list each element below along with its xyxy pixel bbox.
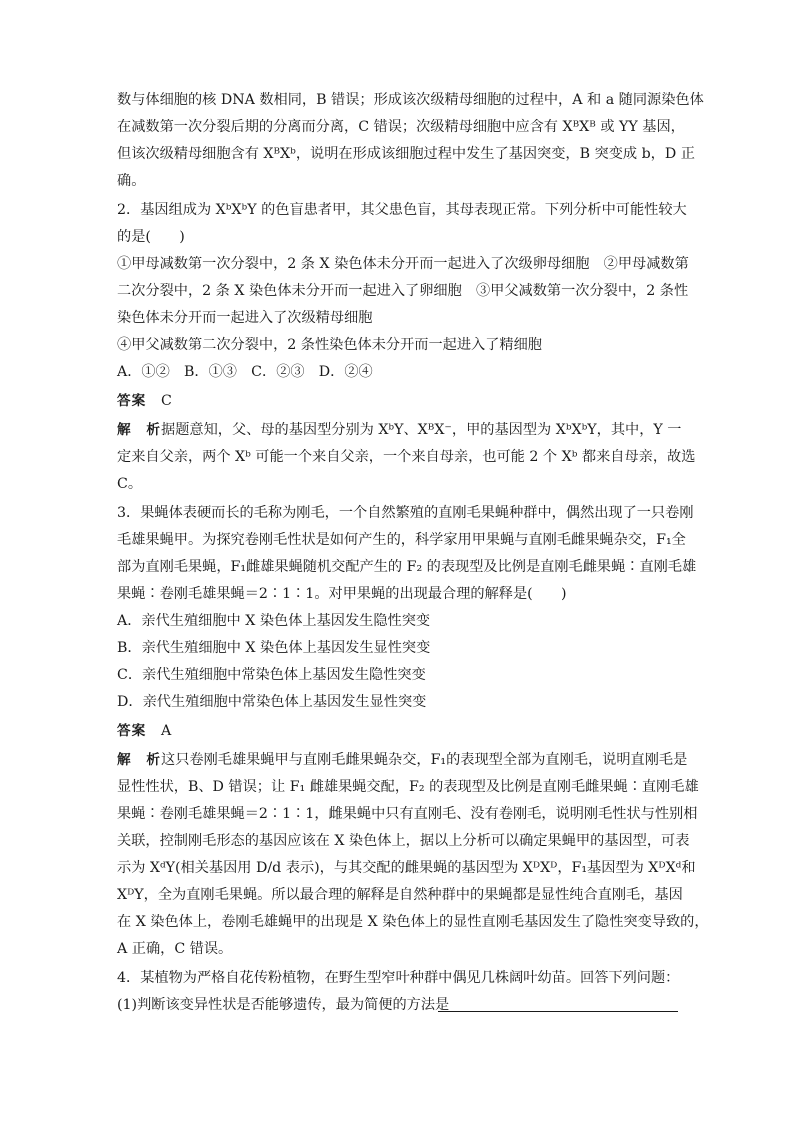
text-line: 显性性状，B、D 错误；让 F₁ 雌雄果蝇交配，F₂ 的表现型及比例是直刚毛雌果蝇∶直刚毛雄 (117, 779, 699, 795)
text-line: 关联，控制刚毛形态的基因应该在 X 染色体上，据以上分析可以确定果蝇甲的基因型，可表 (117, 833, 690, 849)
option-b: B．亲代生殖细胞中 X 染色体上基因发生显性突变 (117, 640, 431, 656)
text-line: C。 (117, 476, 143, 492)
text-line: XᴰY，全为直刚毛果蝇。所以最合理的解释是自然种群中的果蝇都是显性纯合直刚毛，基因 (117, 887, 683, 903)
option-a: A．亲代生殖细胞中 X 染色体上基因发生隐性突变 (117, 613, 431, 629)
answer-label: 答案 (117, 723, 147, 739)
text-line: A 正确，C 错误。 (117, 941, 233, 957)
question-2-statement: ④甲父减数第二次分裂中，2 条性染色体未分开而一起进入了精细胞 (117, 337, 542, 353)
text-line: 定来自父亲，两个 Xᵇ 可能一个来自父亲，一个来自母亲，也可能 2 个 Xᵇ 都来自母亲，故选 (117, 449, 696, 465)
question-3-answer (117, 718, 677, 744)
question-2-stem: 2．基因组成为 XᵇXᵇY 的色盲患者甲，其父患色盲，其母表现正常。下列分析中可能性较大 (117, 202, 687, 218)
text-line: 示为 XᵈY(相关基因用 D/d 表示)，与其交配的雌果蝇的基因型为 XᴰXᴰ，F₁基因型为 XᴰXᵈ和 (117, 860, 696, 876)
question-3-stem: 毛雄果蝇甲。为探究卷刚毛性状是如何产生的，科学家用甲果蝇与直刚毛雌果蝇杂交，F₁全 (117, 532, 686, 548)
analysis-label: 解析 (117, 752, 161, 768)
analysis-text: 这只卷刚毛雄果蝇甲与直刚毛雌果蝇杂交，F₁的表现型全部为直刚毛，说明直刚毛是 (161, 752, 688, 768)
question-2-statement: 二次分裂中，2 条 X 染色体未分开而一起进入了卵细胞 ③甲父减数第一次分裂中，2 条性 (117, 283, 689, 299)
answer-value: C (161, 393, 172, 409)
question-2-analysis (117, 417, 682, 443)
question-3-stem: 3．果蝇体表硬而长的毛称为刚毛，一个自然繁殖的直刚毛果蝇种群中，偶然出现了一只卷刚 (117, 505, 694, 521)
question-3-analysis (117, 747, 688, 773)
question-2-statement: 染色体未分开而一起进入了次级精母细胞 (117, 310, 373, 326)
answer-label: 答案 (117, 393, 147, 409)
question-4-part-1: (1)判断该变异性状是否能够遗传，最为简便的方法是 (117, 997, 450, 1013)
question-2-stem-end: 的是( ) (117, 229, 185, 245)
text-line: 在减数第一次分裂后期的分离而分离，C 错误；次级精母细胞中应含有 XᴮXᴮ 或 YY 基因， (117, 119, 685, 135)
question-3-stem-end: 果蝇∶卷刚毛雄果蝇＝2∶1∶1。对甲果蝇的出现最合理的解释是( ) (117, 586, 567, 602)
question-3-stem: 部为直刚毛果蝇，F₁雌雄果蝇随机交配产生的 F₂ 的表现型及比例是直刚毛雌果蝇∶直刚毛雄 (117, 559, 697, 575)
question-2-options: A．①② B．①③ C．②③ D．②④ (117, 364, 373, 380)
question-2-statement: ①甲母减数第一次分裂中，2 条 X 染色体未分开而一起进入了次级卵母细胞 ②甲母减数第 (117, 256, 689, 272)
text-line: 确。 (117, 173, 146, 189)
text-line: 在 X 染色体上，卷刚毛雄蝇甲的出现是 X 染色体上的显性直刚毛基因发生了隐性突变导致的， (117, 914, 709, 930)
text-line: 但该次级精母细胞含有 XᴮXᵇ，说明在形成该细胞过程中发生了基因突变，B 突变成 b，D 正 (117, 146, 695, 162)
option-c: C．亲代生殖细胞中常染色体上基因发生隐性突变 (117, 667, 426, 683)
analysis-text: 据题意知，父、母的基因型分别为 XᵇY、XᴮX⁻，甲的基因型为 XᵇXᵇY，其中，Y 一 (161, 422, 682, 438)
text-line: 果蝇∶卷刚毛雄果蝇＝2∶1∶1，雌果蝇中只有直刚毛、没有卷刚毛，说明刚毛性状与性别相 (117, 806, 698, 822)
answer-blank[interactable] (438, 1010, 678, 1012)
analysis-label: 解析 (117, 422, 161, 438)
option-d: D．亲代生殖细胞中常染色体上基因发生显性突变 (117, 694, 427, 710)
text-line: 数与体细胞的核 DNA 数相同，B 错误；形成该次级精母细胞的过程中，A 和 a 随同源染色体 (117, 92, 704, 108)
answer-value: A (161, 723, 172, 739)
question-4-stem: 4．某植物为严格自花传粉植物，在野生型窄叶种群中偶见几株阔叶幼苗。回答下列问题： (117, 970, 680, 986)
question-2-answer (117, 388, 677, 414)
